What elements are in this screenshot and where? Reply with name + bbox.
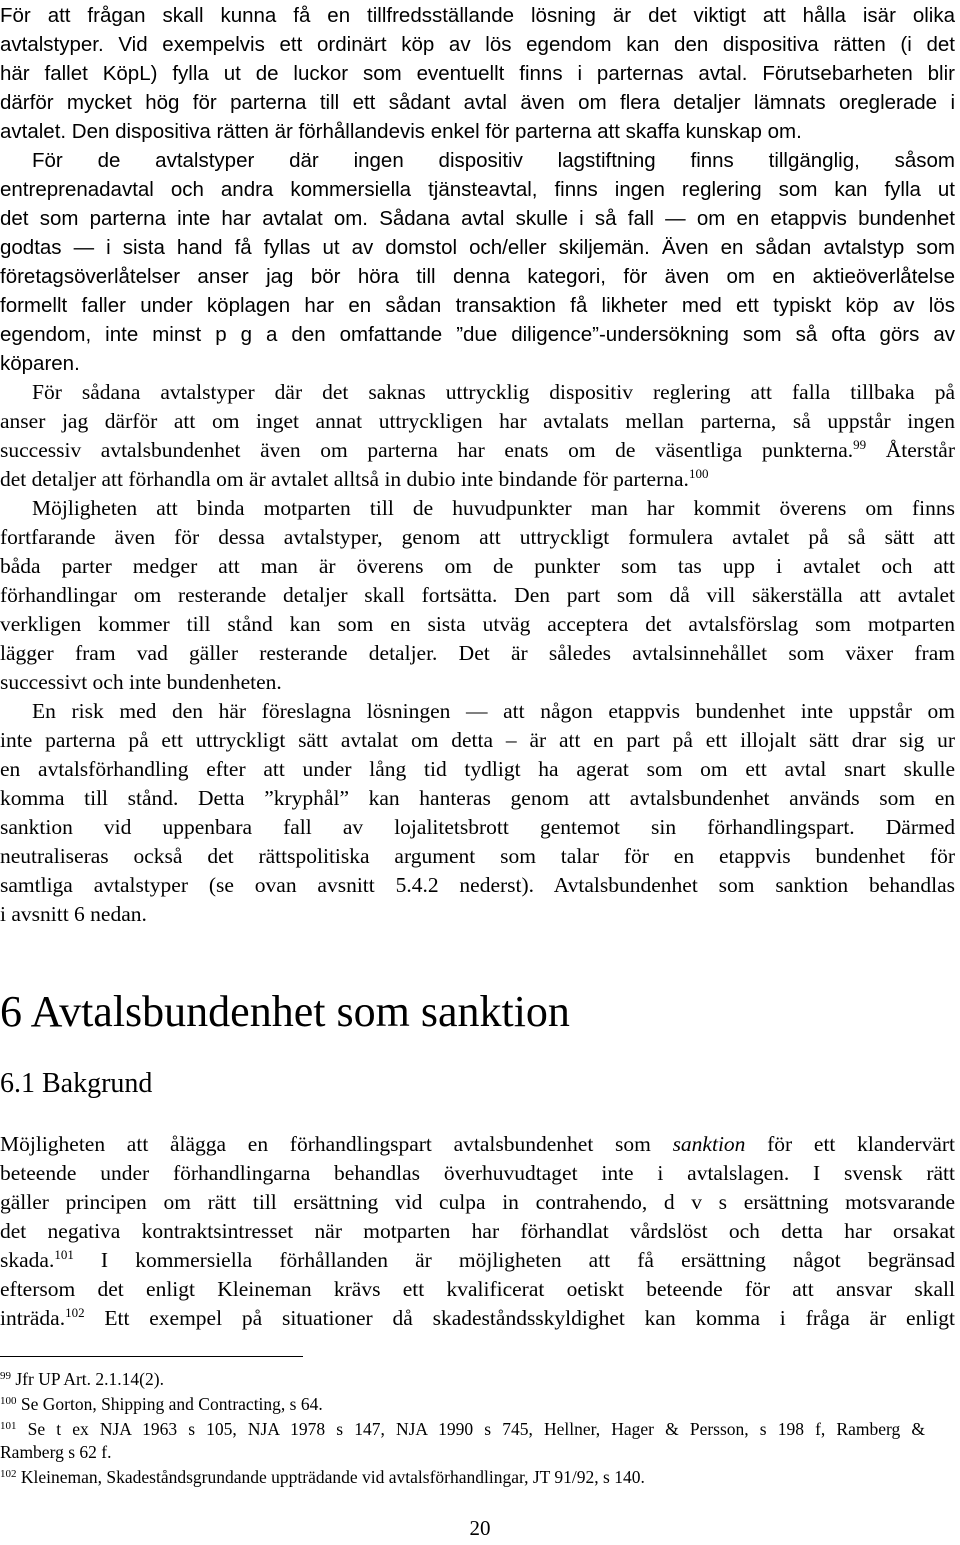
text-line: godtas — i sista hand få fyllas ut av domstol och/eller skiljemän. Även en sådan avtalstyp som — [0, 236, 955, 259]
text-line: successiv avtalsbundenhet även om parterna har enats om de väsentliga punkterna.$^{99}$ Återstår — [0, 437, 956, 462]
text-line: formellt faller under köplagen har en sådan transaktion få likheter med ett typiskt köp av lös — [0, 294, 955, 317]
text-line: samtliga avtalstyper (se ovan avsnitt 5.4.2 nederst). Avtalsbundenhet som sanktion behandlas — [0, 873, 955, 897]
text-line: gäller principen om rätt till ersättning vid culpa in contrahendo, d v s ersättning motsvarande — [0, 1190, 955, 1214]
footnote: $^{99}$ Jfr UP Art. 2.1.14(2). — [0, 1369, 164, 1389]
text-line: inträda.$^{102}$ Ett exempel på situationer då skadeståndsskyldighet kan komma i fråga är enligt — [0, 1305, 955, 1330]
footnote-separator — [0, 1356, 303, 1357]
page-number: 20 — [469, 1516, 491, 1540]
text-line: skada.$^{101}$ I kommersiella förhållanden är möjligheten att få ersättning något begränsad — [0, 1247, 955, 1272]
footnote-ref: 101 — [54, 1247, 74, 1262]
text-line: det som parterna inte har avtalat om. Sådana avtal skulle i så fall — om en etappvis bundenhet — [0, 207, 955, 230]
text-line: i avsnitt 6 nedan. — [0, 902, 147, 926]
text-line: det detaljer att förhandla om är avtalet alltså in dubio inte bindande för parterna.$^{100}$ — [0, 466, 709, 491]
section-heading: 6 Avtalsbundenhet som sanktion — [0, 987, 570, 1036]
text-line: verkligen kommer till stånd kan som en sista utväg acceptera det avtalsförslag som motparten — [0, 612, 955, 636]
text-line: båda parter medger att man är överens om de punkter som tas upp i avtalet och att — [0, 554, 955, 578]
text-line: företagsöverlåtelser anser jag bör höra till denna kategori, för även om en aktieöverlåtelse — [0, 265, 955, 288]
footnote-ref: 102 — [65, 1305, 85, 1320]
text-line: avtalstyper. Vid exempelvis ett ordinärt köp av lös egendom kan den dispositiva rätten (i det — [0, 33, 955, 56]
text-line: förhandlingar om resterande detaljer skall fortsätta. Den part som då vill säkerställa att avtalet — [0, 583, 955, 607]
text-line: avtalet. Den dispositiva rätten är förhållandevis enkel för parterna att skaffa kunskap om. — [0, 120, 802, 143]
text-line: köparen. — [0, 352, 80, 375]
text-line: Möjligheten att binda motparten till de huvudpunkter man har kommit överens om finns — [32, 496, 955, 520]
text-line: en avtalsförhandling efter att under lång tid tydligt ha agerat som om ett avtal snart skulle — [0, 757, 955, 781]
text-line: lägger fram vad gäller resterande detaljer. Det är således avtalsinnehållet som växer fram — [0, 641, 955, 665]
text-line: komma till stånd. Detta ”kryphål” kan hanteras genom att avtalsbundenhet används som en — [0, 786, 955, 810]
text-line: sanktion vid uppenbara fall av lojalitetsbrott gentemot sin förhandlingspart. Därmed — [0, 815, 955, 839]
text-line: successivt och inte bundenheten. — [0, 670, 282, 694]
text-line: här fallet KöpL) fylla ut de luckor som eventuellt finns i parternas avtal. Förutsebarheten blir — [0, 62, 955, 85]
text-line: En risk med den här föreslagna lösningen — att någon etappvis bundenhet inte uppstår om — [32, 699, 955, 723]
text-line: eftersom det enligt Kleineman krävs ett kvalificerat oetiskt beteende för att ansvar skall — [0, 1277, 955, 1301]
text-line: anser jag därför att om inget annat uttryckligen har avtalats mellan parterna, så uppstår ingen — [0, 409, 955, 433]
text-line: För de avtalstyper där ingen dispositiv lagstiftning finns tillgänglig, såsom — [32, 149, 955, 172]
text-line: För sådana avtalstyper där det saknas uttrycklig dispositiv reglering att falla tillbaka på — [32, 380, 955, 404]
text-line: neutraliseras också det rättspolitiska argument som talar för en etappvis bundenhet för — [0, 844, 955, 868]
footnote: $^{102}$ Kleineman, Skadeståndsgrundande uppträdande vid avtalsförhandlingar, JT 91/92, s 140. — [0, 1467, 645, 1487]
text-line: det negativa kontraktsintresset när motparten har förhandlat vårdslöst och detta har orsakat — [0, 1219, 955, 1243]
text-line: beteende under förhandlingarna behandlas överhuvudtaget inte i avtalslagen. I svensk rätt — [0, 1161, 955, 1185]
text-line: Möjligheten att ålägga en förhandlingspart avtalsbundenhet som sanktion för ett klandervärt — [0, 1132, 955, 1156]
text-line: egendom, inte minst p g a den omfattande ”due diligence”-undersökning som så ofta görs av — [0, 323, 955, 346]
text-line: För att frågan skall kunna få en tillfredsställande lösning är det viktigt att hålla isär olika — [0, 4, 955, 27]
footnote: $^{100}$ Se Gorton, Shipping and Contracting, s 64. — [0, 1394, 323, 1414]
footnote-continuation: Ramberg s 62 f. — [0, 1442, 112, 1462]
footnote: $^{101}$ Se t ex NJA 1963 s 105, NJA 1978 s 147, NJA 1990 s 745, Hellner, Hager & Persson, s 198 f, Ramberg & — [0, 1419, 925, 1439]
footnote-ref: 99 — [853, 437, 867, 452]
text-line: fortfarande även för dessa avtalstyper, genom att uttryckligt formulera avtalet på så sätt att — [0, 525, 955, 549]
text-line: därför mycket hög för parterna till ett sådant avtal även om flera detaljer lämnats oreglerade i — [0, 91, 955, 114]
subsection-heading: 6.1 Bakgrund — [0, 1068, 153, 1099]
text-line: entreprenadavtal och andra kommersiella tjänsteavtal, finns ingen reglering som kan fylla ut — [0, 178, 955, 201]
text-line: inte parterna på ett uttryckligt sätt avtalat om detta – är att en part på ett illojalt sätt drar sig ur — [0, 728, 955, 752]
footnote-ref: 100 — [688, 466, 709, 481]
